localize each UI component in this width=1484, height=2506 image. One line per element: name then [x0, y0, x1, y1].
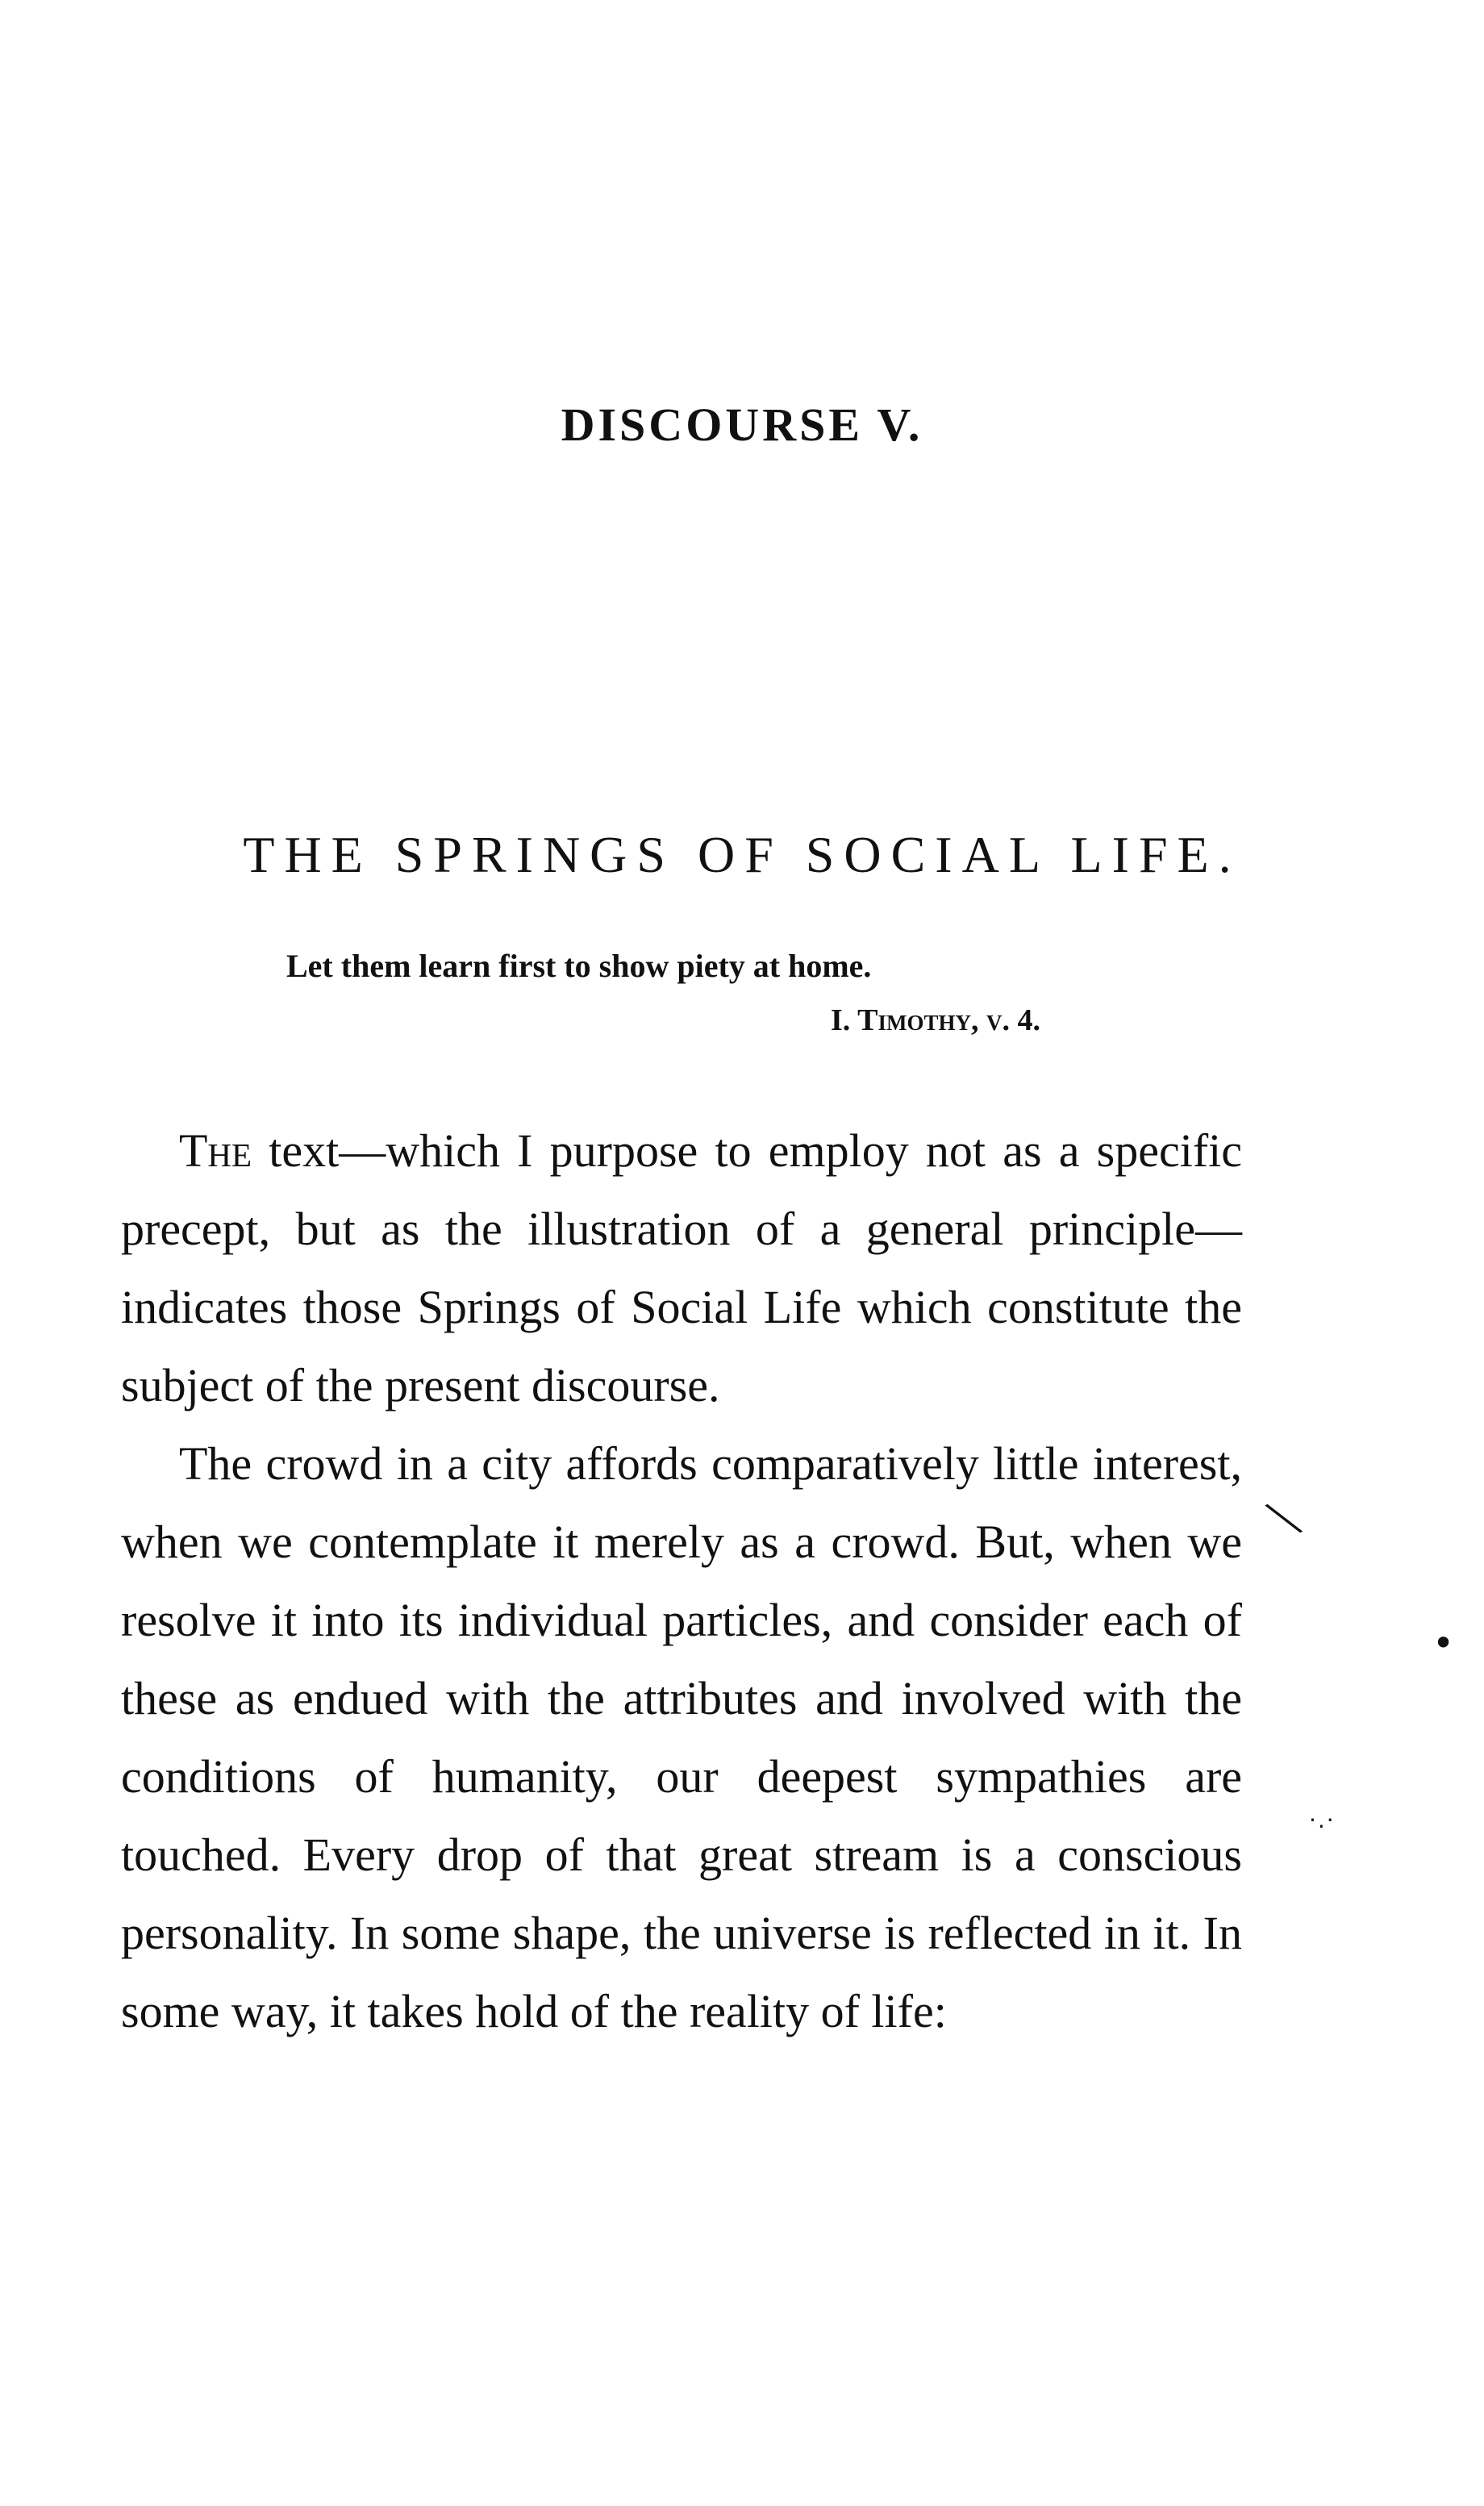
paragraph-1-text: text—which I purpose to employ not as a specific precept, but as the illustration of a general principle—indicates those Springs of Social Life which constitute the subject of the present discourse. [121, 1124, 1242, 1411]
print-speck-dot-icon: • [1432, 1621, 1455, 1665]
print-speck-cluster-icon: ·.· [1309, 1807, 1336, 1833]
body-text [121, 1111, 1242, 2050]
epigraph-citation [831, 1005, 1169, 1036]
chapter-title: THE SPRINGS OF SOCIAL LIFE. [243, 826, 1241, 883]
citation-text: I. Timothy, v. 4. [831, 1003, 1040, 1037]
discourse-number-heading: DISCOURSE V. [561, 398, 923, 451]
epigraph-quote: Let them learn first to show piety at home. [286, 948, 872, 984]
body-paragraph-2: The crowd in a city affords comparatively little interest, when we contemplate it merely as a crowd. But, when we resolve it into its individual particles, and consider each of these as endued with the attributes and involved with the conditions of humanity, our deepest sympathies are touched. Every drop of that great stream is a conscious personality. In some shape, the universe is reflected in it. In some way, it takes hold of the reality of life: [121, 1437, 1242, 2037]
body-paragraph-1 [121, 1111, 1242, 1424]
print-speck-slash-icon: ╲ [1265, 1495, 1302, 1541]
paragraph-1-small-caps-lead: The [179, 1124, 252, 1177]
